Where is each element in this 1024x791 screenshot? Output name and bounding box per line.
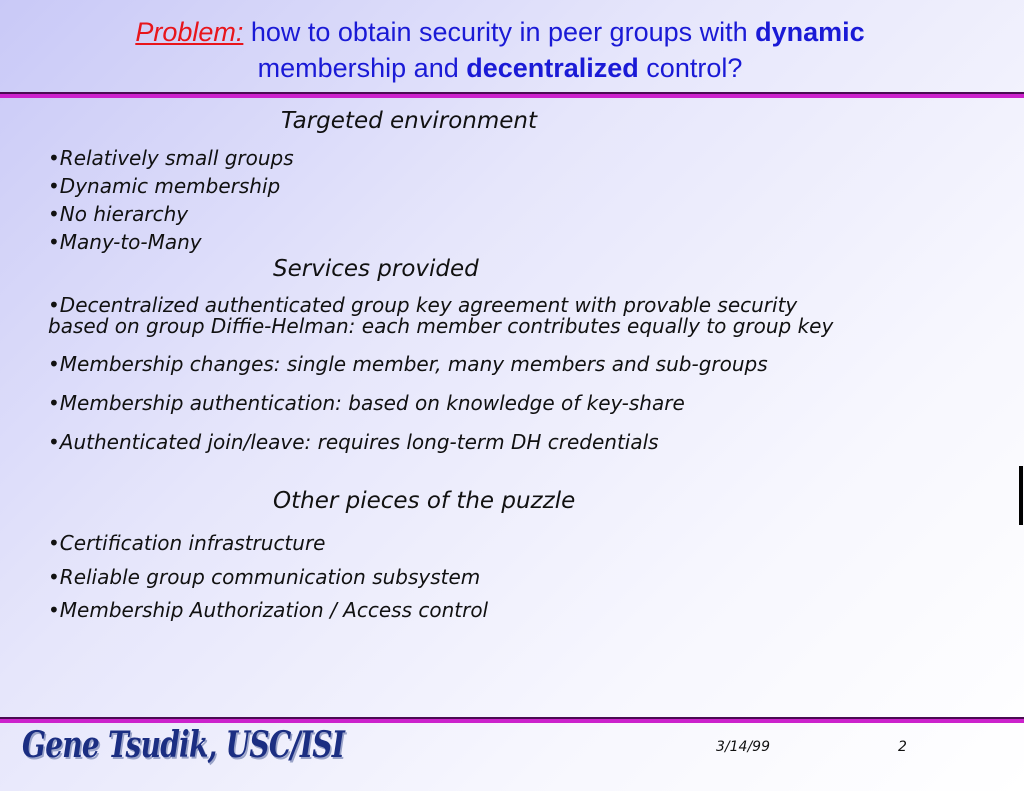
list-item: • Membership authentication: based on knowledge of key-share	[48, 393, 685, 414]
title-line-1-text: how to obtain security in peer groups with	[243, 17, 756, 47]
list-item	[48, 295, 833, 337]
list-item: • Many-to-Many	[48, 232, 202, 253]
title-line-2-text: membership and	[257, 53, 467, 83]
list-item: • Membership Authorization / Access control	[48, 600, 488, 621]
slide-title	[0, 14, 1000, 86]
page-number: 2	[898, 739, 907, 755]
list-item: • Authenticated join/leave: requires long-term DH credentials	[48, 432, 659, 453]
heading-targeted-environment: Targeted environment	[281, 108, 537, 134]
title-line-2	[0, 50, 1000, 86]
bottom-divider	[0, 717, 1024, 723]
title-emphasis-dynamic: dynamic	[755, 17, 865, 47]
footer-date: 3/14/99	[716, 739, 770, 755]
list-item: • Dynamic membership	[48, 176, 280, 197]
title-emphasis-decentralized: decentralized	[466, 53, 639, 83]
list-item: • No hierarchy	[48, 204, 188, 225]
list-item: • Membership changes: single member, many members and sub-groups	[48, 354, 768, 375]
list-item: • Relatively small groups	[48, 148, 294, 169]
title-line-2-end: control?	[638, 53, 743, 83]
problem-label: Problem:	[135, 17, 244, 47]
list-item-line-1: Decentralized authenticated group key agreement with provable security	[59, 293, 798, 317]
list-item: • Reliable group communication subsystem	[48, 567, 480, 588]
list-item-line-2: based on group Diffie-Helman: each member contributes equally to group key	[48, 314, 834, 338]
heading-other-pieces: Other pieces of the puzzle	[273, 488, 576, 514]
top-divider	[0, 92, 1024, 98]
edge-marker	[1019, 466, 1023, 525]
author-logo: Gene Tsudik, USC/ISI	[22, 724, 345, 766]
list-item: • Certification infrastructure	[48, 533, 325, 554]
heading-services-provided: Services provided	[273, 256, 479, 282]
title-line-1	[0, 14, 1000, 50]
